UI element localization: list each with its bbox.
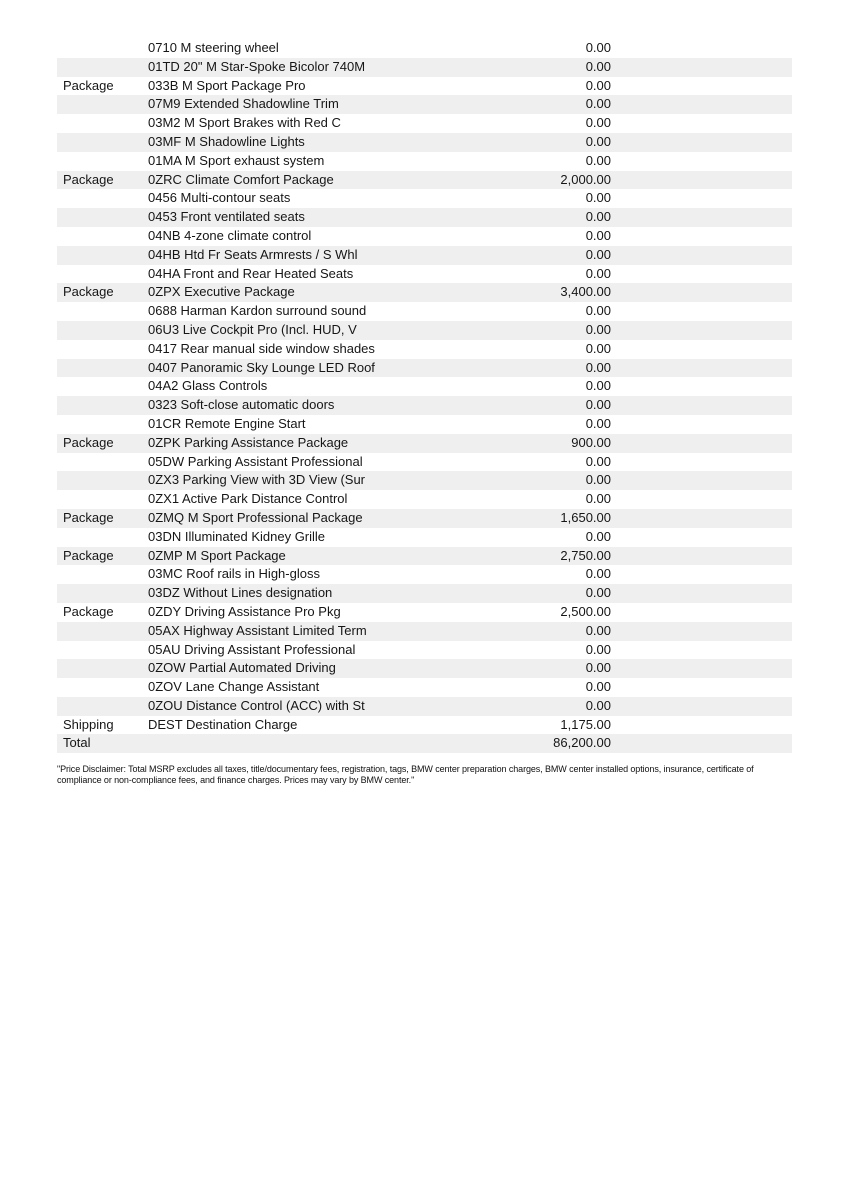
row-price-value: 0.00 [585,58,611,74]
table-row [57,641,792,660]
table-row [57,396,792,415]
row-item-label: 04NB 4-zone climate control [148,227,312,243]
row-item-label: 04A2 Glass Controls [148,378,268,394]
row-price-value: 0.00 [585,679,611,695]
table-row [57,509,792,528]
row-item-label: 0453 Front ventilated seats [148,209,305,225]
row-item-label: 03DZ Without Lines designation [148,585,333,601]
table-row [57,434,792,453]
row-item-label: 05AX Highway Assistant Limited Term [148,622,367,638]
row-price-value: 0.00 [585,340,611,356]
table-row [57,359,792,378]
row-price-value: 0.00 [585,585,611,601]
row-item-label: 0323 Soft-close automatic doors [148,397,335,413]
row-price-value: 0.00 [585,415,611,431]
row-price-value: 0.00 [585,641,611,657]
row-item-label: 033B M Sport Package Pro [148,77,306,93]
row-item-label: 06U3 Live Cockpit Pro (Incl. HUD, V [148,321,357,337]
table-row [57,697,792,716]
row-price-value: 0.00 [585,697,611,713]
row-item-label: 0ZDY Driving Assistance Pro Pkg [148,603,341,619]
row-item-label: 01CR Remote Engine Start [148,415,306,431]
table-row [57,340,792,359]
row-type-label: Package [63,77,114,93]
row-price-value: 0.00 [585,115,611,131]
row-price-value: 3,400.00 [560,284,611,300]
row-type-label: Shipping [63,716,114,732]
row-item-label: 07M9 Extended Shadowline Trim [148,96,339,112]
row-item-label: 0688 Harman Kardon surround sound [148,303,367,319]
row-type-label: Package [63,171,114,187]
row-item-label: 0ZMP M Sport Package [148,547,286,563]
row-item-label: 0ZPX Executive Package [148,284,295,300]
table-row [57,528,792,547]
row-item-label: 03DN Illuminated Kidney Grille [148,528,326,544]
row-price-value: 0.00 [585,209,611,225]
row-price-value: 0.00 [585,566,611,582]
row-item-label: 04HA Front and Rear Heated Seats [148,265,354,281]
row-item-label: 0ZRC Climate Comfort Package [148,171,334,187]
table-row [57,377,792,396]
row-price-value: 0.00 [585,660,611,676]
table-row [57,77,792,96]
row-type-label: Package [63,509,114,525]
row-price-value: 2,500.00 [560,603,611,619]
row-item-label: 0710 M steering wheel [148,40,279,55]
row-item-label: 03M2 M Sport Brakes with Red C [148,115,341,131]
row-price-value: 1,650.00 [560,509,611,525]
table-row [57,453,792,472]
table-row [57,415,792,434]
row-price-value: 0.00 [585,359,611,375]
table-row [57,678,792,697]
table-row [57,603,792,622]
row-price-value: 0.00 [585,321,611,337]
row-item-label: 0ZX3 Parking View with 3D View (Sur [148,472,366,488]
row-price-value: 2,000.00 [560,171,611,187]
row-type-label: Total [63,735,91,751]
table-row [57,622,792,641]
row-item-label: 0417 Rear manual side window shades [148,340,375,356]
row-item-label: 01TD 20" M Star-Spoke Bicolor 740M [148,58,366,74]
row-item-label: 0ZOW Partial Automated Driving [148,660,336,676]
table-row [57,265,792,284]
table-row [57,227,792,246]
row-price-value: 0.00 [585,190,611,206]
row-item-label: 04HB Htd Fr Seats Armrests / S Whl [148,246,358,262]
table-row [57,189,792,208]
row-price-value: 0.00 [585,453,611,469]
row-price-value: 0.00 [585,491,611,507]
row-price-value: 0.00 [585,472,611,488]
row-price-value: 0.00 [585,378,611,394]
row-price-value: 1,175.00 [560,716,611,732]
table-row [57,302,792,321]
row-type-label: Package [63,284,114,300]
row-item-label: 05AU Driving Assistant Professional [148,641,356,657]
row-price-value: 0.00 [585,265,611,281]
table-row [57,321,792,340]
row-price-value: 900.00 [571,434,611,450]
row-item-label: 0456 Multi-contour seats [148,190,291,206]
table-row [57,114,792,133]
table-row [57,246,792,265]
table-row [57,471,792,490]
row-price-value: 0.00 [585,77,611,93]
row-item-label: 0ZX1 Active Park Distance Control [148,491,348,507]
row-item-label: 0ZOV Lane Change Assistant [148,679,320,695]
row-item-label: DEST Destination Charge [148,716,298,732]
table-row [57,39,792,58]
table-row [57,152,792,171]
row-item-label: 0ZOU Distance Control (ACC) with St [148,697,365,713]
row-type-label: Package [63,547,114,563]
table-row [57,547,792,566]
row-price-value: 0.00 [585,152,611,168]
table-row [57,490,792,509]
table-row [57,659,792,678]
row-item-label: 01MA M Sport exhaust system [148,152,325,168]
row-price-value: 86,200.00 [553,735,611,751]
row-item-label: 03MC Roof rails in High-gloss [148,566,320,582]
table-row [57,283,792,302]
table-row [57,171,792,190]
row-item-label: 03MF M Shadowline Lights [148,133,305,149]
table-row [57,584,792,603]
row-price-value: 0.00 [585,40,611,55]
row-price-value: 0.00 [585,227,611,243]
row-item-label: 0407 Panoramic Sky Lounge LED Roof [148,359,375,375]
row-price-value: 0.00 [585,622,611,638]
row-item-label: 05DW Parking Assistant Professional [148,453,363,469]
row-price-value: 0.00 [585,96,611,112]
row-price-value: 0.00 [585,246,611,262]
table-row [57,734,792,753]
row-price-value: 0.00 [585,397,611,413]
table-row [57,133,792,152]
row-type-label: Package [63,434,114,450]
table-row [57,58,792,77]
row-item-label: 0ZMQ M Sport Professional Package [148,509,363,525]
row-price-value: 0.00 [585,133,611,149]
row-item-label: 0ZPK Parking Assistance Package [148,434,349,450]
table-row [57,208,792,227]
vehicle-options-table [57,39,792,753]
table-row [57,565,792,584]
table-row [57,95,792,114]
row-type-label: Package [63,603,114,619]
row-price-value: 0.00 [585,303,611,319]
price-disclaimer: "Price Disclaimer: Total MSRP excludes all taxes, title/documentary fees, registration, tags, BMW center preparation charges, BMW center installed options, insurance, certificate of compliance or non-compliance fees, and finance charges. Prices may vary by BMW center." [57,764,754,785]
row-price-value: 0.00 [585,528,611,544]
table-row [57,716,792,735]
row-price-value: 2,750.00 [560,547,611,563]
